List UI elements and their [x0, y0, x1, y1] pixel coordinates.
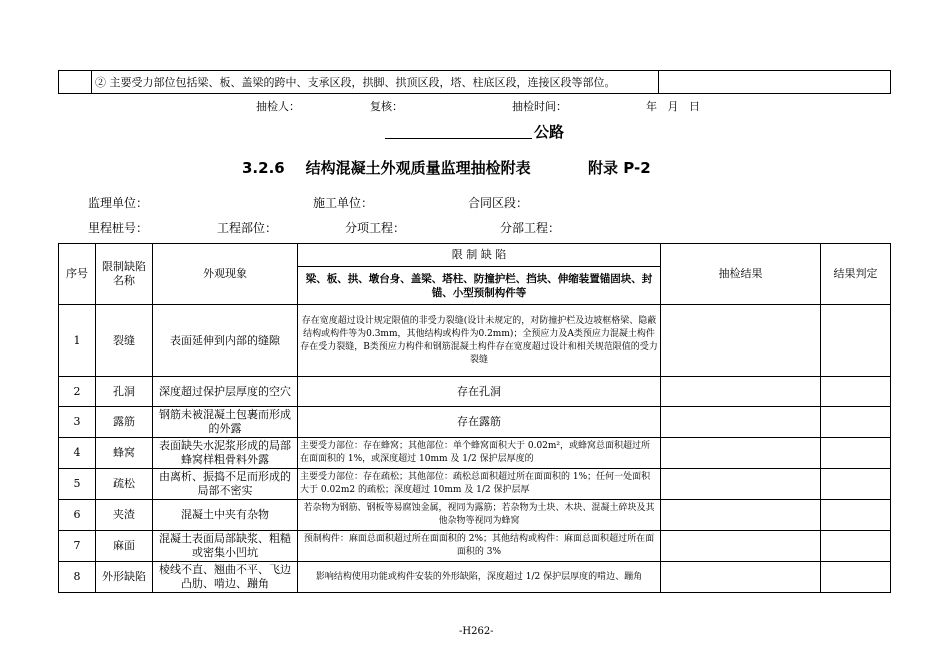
contractor-label: 施工单位： [313, 196, 374, 210]
row-name: 疏松 [96, 469, 153, 500]
header-no: 序号 [59, 244, 96, 305]
judgment-cell [821, 305, 891, 377]
header-appearance: 外观现象 [153, 244, 298, 305]
row-limit: 存在露筋 [298, 407, 661, 438]
row-name: 露筋 [96, 407, 153, 438]
judgment-cell [821, 562, 891, 593]
supervisor-label: 监理单位： [88, 196, 149, 210]
row-appearance: 表面缺失水泥浆形成的局部蜂窝样粗骨料外露 [153, 438, 298, 469]
inspector-label: 抽检人： [256, 100, 300, 113]
judgment-cell [821, 438, 891, 469]
row-no: 6 [59, 500, 96, 531]
road-name-blank [385, 138, 532, 139]
row-name: 裂缝 [96, 305, 153, 377]
row-name: 外形缺陷 [96, 562, 153, 593]
reviewer-label: 复核： [370, 100, 403, 113]
result-cell [661, 500, 821, 531]
result-cell [661, 469, 821, 500]
header-components: 梁、板、拱、墩台身、盖梁、塔柱、防撞护栏、挡块、伸缩装置锚固块、封锚、小型预制构件等 [298, 267, 661, 305]
sub-item-label: 分项工程： [345, 221, 406, 235]
result-cell [661, 531, 821, 562]
row-limit: 若杂物为钢筋、钢板等易腐蚀金属，视同为露筋；若杂物为土块、木块、混凝土碎块及其他杂物等视同为蜂窝 [298, 500, 661, 531]
row-no: 4 [59, 438, 96, 469]
row-no: 3 [59, 407, 96, 438]
row-limit: 主要受力部位：存在蜂窝；其他部位：单个蜂窝面积大于 0.02m²，或蜂窝总面积超过所在面面积的 1%，或深度超过 10mm 及 1/2 保护层厚度的 [298, 438, 661, 469]
header-result: 抽检结果 [661, 244, 821, 305]
judgment-cell [821, 377, 891, 407]
judgment-cell [821, 407, 891, 438]
inspection-table [58, 243, 891, 593]
row-limit: 存在孔洞 [298, 377, 661, 407]
judgment-cell [821, 469, 891, 500]
table-row [59, 469, 891, 500]
table-row [59, 377, 891, 407]
header-judgment: 结果判定 [821, 244, 891, 305]
page-title: 3.2.6 结构混凝土外观质量监理抽检附表 附录 P-2 [242, 159, 651, 177]
table-row [59, 438, 891, 469]
row-appearance: 由离析、振捣不足而形成的局部不密实 [153, 469, 298, 500]
result-cell [661, 438, 821, 469]
result-cell [661, 377, 821, 407]
row-no: 2 [59, 377, 96, 407]
table-row [59, 531, 891, 562]
row-limit: 主要受力部位：存在疏松；其他部位：疏松总面积超过所在面面积的 1%；任何一处面积大于 0.02m2 的疏松；深度超过 10mm 及 1/2 保护层厚 [298, 469, 661, 500]
header-defect-name: 限制缺陷名称 [96, 244, 153, 305]
row-appearance: 混凝土中夹有杂物 [153, 500, 298, 531]
empty-cell [59, 71, 92, 94]
road-label: 公路 [534, 123, 565, 141]
row-no: 5 [59, 469, 96, 500]
judgment-cell [821, 500, 891, 531]
mileage-label: 里程桩号： [88, 221, 149, 235]
table-row [59, 407, 891, 438]
row-name: 麻面 [96, 531, 153, 562]
empty-cell [659, 71, 891, 94]
time-label: 抽检时间： [512, 100, 567, 113]
previous-table-tail [58, 70, 891, 94]
row-no: 8 [59, 562, 96, 593]
judgment-cell [821, 531, 891, 562]
table-row [59, 562, 891, 593]
division-label: 分部工程： [500, 221, 561, 235]
row-name: 夹渣 [96, 500, 153, 531]
row-appearance: 混凝土表面局部缺浆、粗糙或密集小凹坑 [153, 531, 298, 562]
header-limit: 限 制 缺 陷 [298, 244, 661, 267]
row-no: 7 [59, 531, 96, 562]
section-label: 合同区段： [468, 196, 529, 210]
table-row [59, 500, 891, 531]
row-appearance: 表面延伸到内部的缝隙 [153, 305, 298, 377]
date-label: 年 月 日 [646, 100, 700, 113]
table-row [59, 305, 891, 377]
result-cell [661, 562, 821, 593]
row-no: 1 [59, 305, 96, 377]
page-number: -H262- [459, 626, 494, 637]
row-appearance: 深度超过保护层厚度的空穴 [153, 377, 298, 407]
result-cell [661, 305, 821, 377]
row-limit: 影响结构使用功能或构件安装的外形缺陷，深度超过 1/2 保护层厚度的啃边、蹦角 [298, 562, 661, 593]
top-note: ② 主要受力部位包括梁、板、盖梁的跨中、支承区段，拱脚、拱顶区段，塔、柱底区段，连接区段等部位。 [92, 71, 659, 94]
row-limit: 预制构件：麻面总面积超过所在面面积的 2%；其他结构或构件：麻面总面积超过所在面面积的 3% [298, 531, 661, 562]
result-cell [661, 407, 821, 438]
row-name: 孔洞 [96, 377, 153, 407]
row-appearance: 棱线不直、翘曲不平、飞边凸肋、啃边、蹦角 [153, 562, 298, 593]
row-limit: 存在宽度超过设计规定限值的非受力裂缝(设计未规定的，对防撞护栏及边坡框格梁、隐蔽结构或构件等为0.3mm，其他结构或构件为0.2mm)；全预应力及A类预应力混凝土构件存在受力裂缝，B类预应力构件和钢筋混凝土构件存在宽度超过设计和相关规范限值的受力裂缝 [298, 305, 661, 377]
row-name: 蜂窝 [96, 438, 153, 469]
row-appearance: 钢筋未被混凝土包裹而形成的外露 [153, 407, 298, 438]
location-label: 工程部位： [217, 221, 278, 235]
